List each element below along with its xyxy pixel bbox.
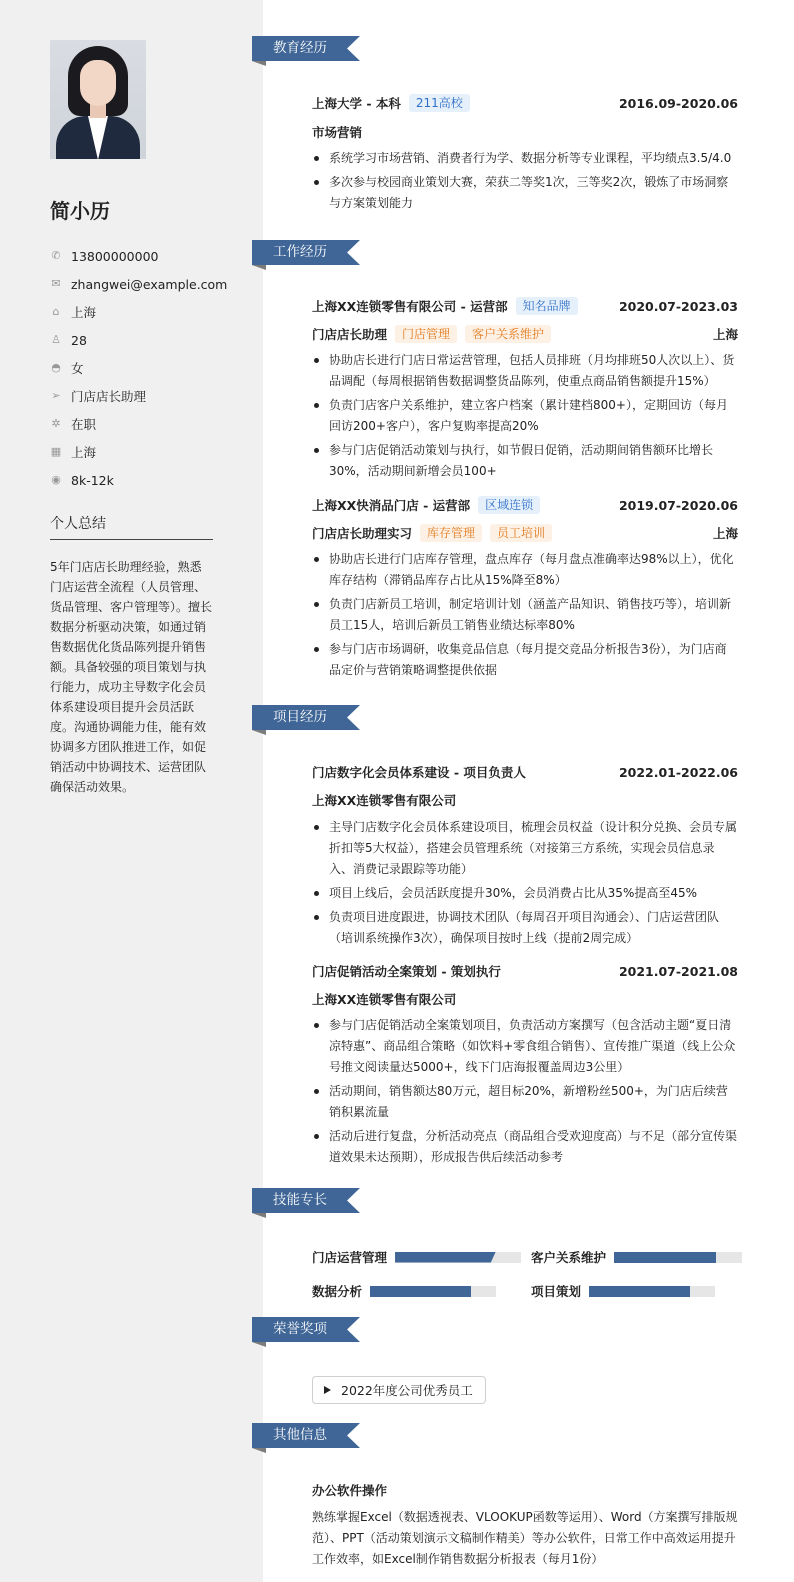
skill-name: 客户关系维护 bbox=[531, 1250, 607, 1265]
project-date: 2022.01-2022.06 bbox=[618, 764, 738, 780]
list-item: 参与门店促销活动全案策划项目，负责活动方案撰写（包含活动主题“夏日清凉特惠”、商品组合策略（如饮料+零食组合销售）、宣传推广渠道（线上公众号推文阅读量达5000+，线下门店海报覆盖周边3公里） bbox=[312, 1015, 738, 1078]
profile-name: 简小历 bbox=[50, 199, 110, 223]
building-icon: ▦ bbox=[50, 445, 62, 458]
contact-info-list bbox=[50, 242, 240, 494]
skill-name: 项目策划 bbox=[531, 1284, 582, 1299]
skill-track bbox=[370, 1286, 496, 1297]
info-gender: ◓ 女 bbox=[51, 361, 84, 376]
section-header-skills: 技能专长 bbox=[252, 1188, 360, 1218]
send-icon: ➢ bbox=[51, 389, 61, 402]
company-tag: 知名品牌 bbox=[516, 297, 578, 315]
list-item: 协助店长进行门店库存管理，盘点库存（每月盘点准确率达98%以上），优化库存结构（滞销品库存占比从15%降至8%） bbox=[312, 549, 738, 591]
skill-item bbox=[531, 1248, 742, 1266]
main-content bbox=[263, 0, 794, 1582]
phone-icon: ✆ bbox=[51, 249, 61, 262]
company-name: 上海XX快消品门店 - 运营部 bbox=[312, 498, 471, 513]
education-bullets bbox=[312, 148, 738, 217]
status-icon: ✲ bbox=[51, 417, 61, 430]
skill-name: 门店运营管理 bbox=[312, 1250, 388, 1265]
school-name: 上海大学 - 本科 bbox=[312, 96, 401, 111]
profile-photo bbox=[50, 40, 146, 159]
education-header bbox=[312, 94, 738, 112]
education-major: 市场营销 bbox=[312, 125, 363, 140]
section-header-other: 其他信息 bbox=[252, 1423, 360, 1453]
project-company-1: 上海XX连锁零售有限公司 bbox=[312, 992, 457, 1007]
info-email: ✉ zhangwei@example.com bbox=[51, 276, 228, 292]
sidebar bbox=[0, 0, 263, 1582]
project-company-0: 上海XX连锁零售有限公司 bbox=[312, 793, 457, 808]
play-triangle-icon bbox=[324, 1386, 331, 1394]
section-header-awards: 荣誉奖项 bbox=[252, 1317, 360, 1347]
work-bullets-0 bbox=[312, 350, 738, 485]
skill-bar bbox=[395, 1252, 496, 1263]
company-tag: 区域连锁 bbox=[478, 496, 540, 514]
skill-bar bbox=[370, 1286, 471, 1297]
salary-icon: ◉ bbox=[51, 473, 61, 486]
project-title: 门店数字化会员体系建设 - 项目负责人 bbox=[312, 765, 526, 780]
skill-track bbox=[395, 1252, 521, 1263]
summary-text: 5年门店店长助理经验，熟悉门店运营全流程（人员管理、货品管理、客户管理等）。擅长数据分析驱动决策，如通过销售数据优化货品陈列提升销售额。具备较强的项目策划与执行能力，成功主导数字化会员体系建设项目提升会员活跃度。沟通协调能力佳，能有效协调多方团队推进工作，如促销活动中协调技术、运营团队确保活动效果。 bbox=[50, 560, 213, 794]
list-item: 负责门店客户关系维护，建立客户档案（累计建档800+），定期回访（每月回访200+客户），客户复购率提高20% bbox=[312, 395, 738, 437]
age-icon: ♙ bbox=[51, 333, 61, 346]
role-tag: 客户关系维护 bbox=[465, 325, 551, 343]
project-title: 门店促销活动全案策划 - 策划执行 bbox=[312, 964, 501, 979]
role-title: 门店店长助理实习 bbox=[312, 526, 413, 541]
other-info-text: 熟练掌握Excel（数据透视表、VLOOKUP函数等运用）、Word（方案撰写排版规范）、PPT（活动策划演示文稿制作精美）等办公软件，日常工作中高效运用提升工作效率，如Excel制作销售数据分析报表（每月1份） bbox=[312, 1510, 738, 1566]
school-tag: 211高校 bbox=[409, 94, 470, 112]
info-salary: ◉ 8k-12k bbox=[51, 472, 114, 488]
skill-item bbox=[312, 1282, 496, 1300]
list-item: 主导门店数字化会员体系建设项目，梳理会员权益（设计积分兑换、会员专属折扣等5大权益），搭建会员管理系统（对接第三方系统，实现会员信息录入、消费记录跟踪等功能） bbox=[312, 817, 738, 880]
info-target-city: ▦ 上海 bbox=[50, 445, 97, 460]
info-phone: ✆ 13800000000 bbox=[51, 248, 159, 264]
work-header-0 bbox=[312, 297, 738, 315]
list-item: 活动后进行复盘，分析活动亮点（商品组合受欢迎度高）与不足（部分宣传渠道效果未达预期），形成报告供后续活动参考 bbox=[312, 1126, 738, 1168]
skill-track bbox=[614, 1252, 742, 1263]
home-icon: ⌂ bbox=[52, 305, 60, 318]
work-location: 上海 bbox=[712, 327, 738, 342]
other-info-title: 办公软件操作 bbox=[312, 1483, 388, 1498]
project-bullets-1 bbox=[312, 1015, 738, 1171]
list-item: 协助店长进行门店日常运营管理，包括人员排班（月均排班50人次以上）、货品调配（每周根据销售数据调整货品陈列，使重点商品销售额提升15%） bbox=[312, 350, 738, 392]
section-header-project: 项目经历 bbox=[252, 705, 360, 735]
work-bullets-1 bbox=[312, 549, 738, 684]
project-bullets-0 bbox=[312, 817, 738, 952]
skill-name: 数据分析 bbox=[312, 1284, 363, 1299]
education-date: 2016.09-2020.06 bbox=[618, 95, 738, 111]
section-header-education: 教育经历 bbox=[252, 36, 360, 66]
work-role-0 bbox=[312, 325, 738, 343]
project-header-1 bbox=[312, 962, 738, 980]
list-item: 多次参与校园商业策划大赛，荣获二等奖1次，三等奖2次，锻炼了市场洞察与方案策划能力 bbox=[312, 172, 738, 214]
list-item: 活动期间，销售额达80万元，超目标20%，新增粉丝500+，为门店后续营销积累流量 bbox=[312, 1081, 738, 1123]
award-item bbox=[312, 1376, 486, 1404]
list-item: 参与门店促销活动策划与执行，如节假日促销，活动期间销售额环比增长30%，活动期间新增会员100+ bbox=[312, 440, 738, 482]
summary-title: 个人总结 bbox=[50, 516, 106, 532]
gender-icon: ◓ bbox=[51, 361, 61, 374]
work-role-1 bbox=[312, 524, 738, 542]
project-header-0 bbox=[312, 763, 738, 781]
work-date: 2020.07-2023.03 bbox=[618, 298, 738, 314]
role-tag: 库存管理 bbox=[420, 524, 482, 542]
info-hometown: ⌂ 上海 bbox=[50, 298, 240, 326]
list-item: 负责项目进度跟进，协调技术团队（每周召开项目沟通会）、门店运营团队（培训系统操作3次），确保项目按时上线（提前2周完成） bbox=[312, 907, 738, 949]
award-label: 2022年度公司优秀员工 bbox=[341, 1383, 473, 1398]
company-name: 上海XX连锁零售有限公司 - 运营部 bbox=[312, 299, 508, 314]
info-status: ✲ 在职 bbox=[51, 417, 97, 432]
role-tag: 门店管理 bbox=[395, 325, 457, 343]
project-date: 2021.07-2021.08 bbox=[618, 963, 738, 979]
role-title: 门店店长助理 bbox=[312, 327, 388, 342]
mail-icon: ✉ bbox=[51, 277, 61, 290]
info-target-position: ➢ 门店店长助理 bbox=[51, 389, 147, 404]
skill-item bbox=[312, 1248, 521, 1266]
list-item: 项目上线后，会员活跃度提升30%，会员消费占比从35%提高至45% bbox=[312, 883, 738, 904]
summary-divider bbox=[50, 539, 213, 540]
skill-item bbox=[531, 1282, 715, 1300]
info-age: ♙ 28 bbox=[51, 332, 87, 348]
skill-bar bbox=[614, 1252, 716, 1263]
list-item: 系统学习市场营销、消费者行为学、数据分析等专业课程，平均绩点3.5/4.0 bbox=[312, 148, 738, 169]
work-date: 2019.07-2020.06 bbox=[618, 497, 738, 513]
section-header-work: 工作经历 bbox=[252, 240, 360, 270]
list-item: 负责门店新员工培训，制定培训计划（涵盖产品知识、销售技巧等），培训新员工15人，培训后新员工销售业绩达标率80% bbox=[312, 594, 738, 636]
skill-bar bbox=[589, 1286, 690, 1297]
work-header-1 bbox=[312, 496, 738, 514]
skill-track bbox=[589, 1286, 715, 1297]
role-tag: 员工培训 bbox=[490, 524, 552, 542]
list-item: 参与门店市场调研，收集竞品信息（每月提交竞品分析报告3份），为门店商品定价与营销策略调整提供依据 bbox=[312, 639, 738, 681]
work-location: 上海 bbox=[712, 526, 738, 541]
